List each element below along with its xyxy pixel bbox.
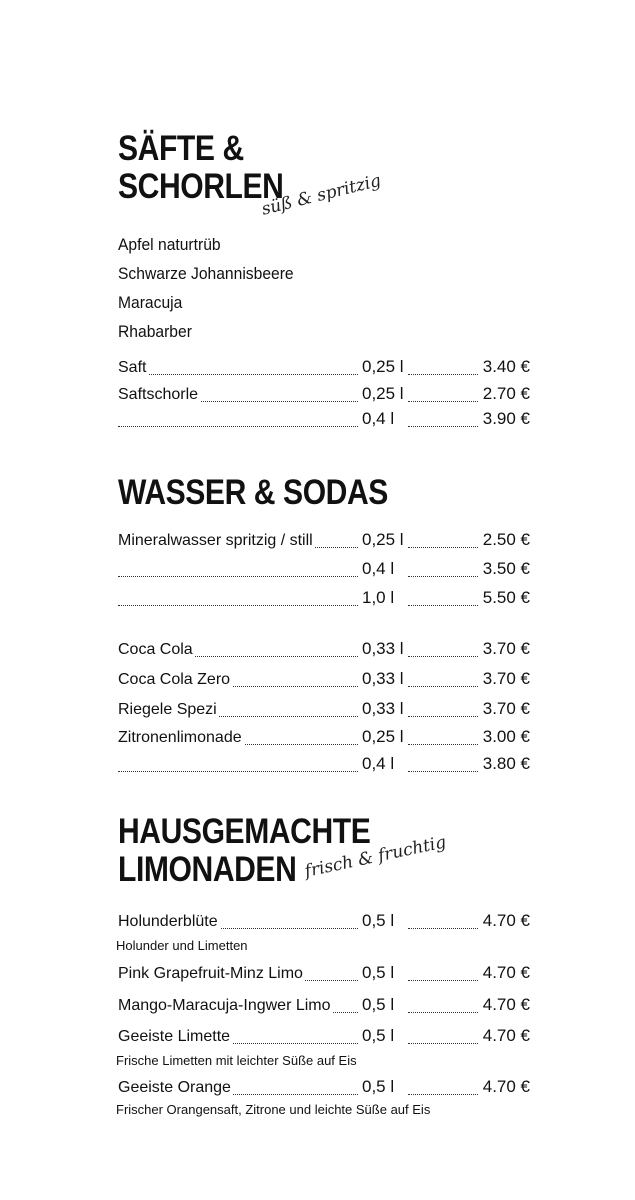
dot-leader [118,374,358,375]
dot-leader [408,605,478,606]
dot-leader [408,426,478,427]
item-name: Geeiste Orange [118,1079,231,1096]
item-volume: 0,5 l [362,1026,395,1045]
title-line: HAUSGEMACHTE [118,812,371,851]
item-volume: 0,5 l [362,1077,395,1096]
menu-item-row [118,1026,530,1048]
dot-leader [118,576,358,577]
item-description: Frischer Orangensaft, Zitrone und leichte Süße auf Eis [116,1102,431,1117]
dot-leader [408,980,478,981]
title-line: LIMONADEN [118,850,297,889]
item-name: Saft [118,359,147,376]
flavor-item: Schwarze Johannisbeere [118,264,294,283]
item-volume: 0,33 l [362,669,404,688]
menu-item-row [118,357,530,379]
item-price: 3.80 € [482,754,530,773]
section-title-limonaden [118,813,370,889]
item-volume: 0,33 l [362,639,404,658]
section-title-saefte [118,130,283,206]
menu-item-row [118,530,530,552]
menu-item-row [118,559,530,581]
item-volume: 0,25 l [362,384,404,403]
dot-leader [408,1094,478,1095]
item-price: 3.90 € [482,409,530,428]
menu-item-row [118,639,530,661]
item-volume: 0,5 l [362,995,395,1014]
item-price: 2.50 € [482,530,530,549]
menu-item-row [118,588,530,610]
item-price: 3.70 € [482,639,530,658]
menu-item-row [118,963,530,985]
dot-leader [408,1043,478,1044]
item-price: 3.40 € [482,357,530,376]
menu-item-row [118,754,530,776]
dot-leader [408,771,478,772]
item-price: 3.00 € [482,727,530,746]
item-name: Zitronenlimonade [118,729,242,746]
flavor-list [118,234,309,350]
tagline-limonaden: frisch & fruchtig [302,832,448,882]
item-name: Riegele Spezi [118,701,217,718]
item-volume: 0,4 l [362,754,395,773]
title-line: SÄFTE & [118,129,244,168]
item-name: Geeiste Limette [118,1028,231,1045]
item-price: 4.70 € [482,1077,530,1096]
item-price: 5.50 € [482,588,530,607]
item-name: Mango-Maracuja-Ingwer Limo [118,997,331,1014]
item-description: Frische Limetten mit leichter Süße auf Eis [116,1053,357,1068]
dot-leader [408,576,478,577]
item-volume: 0,5 l [362,963,395,982]
item-price: 3.50 € [482,559,530,578]
item-price: 4.70 € [482,1026,530,1045]
item-volume: 0,4 l [362,559,395,578]
dot-leader [408,656,478,657]
dot-leader [408,547,478,548]
item-price: 2.70 € [482,384,530,403]
item-volume: 0,25 l [362,530,404,549]
item-volume: 0,25 l [362,727,404,746]
item-price: 3.70 € [482,699,530,718]
dot-leader [408,1012,478,1013]
item-name: Holunderblüte [118,913,218,930]
flavor-item: Apfel naturtrüb [118,235,221,254]
dot-leader [408,716,478,717]
item-name: Coca Cola [118,641,193,658]
item-volume: 0,5 l [362,911,395,930]
item-name: Pink Grapefruit-Minz Limo [118,965,303,982]
item-name: Mineralwasser spritzig / still [118,532,313,549]
item-description: Holunder und Limetten [116,938,248,953]
dot-leader [118,771,358,772]
item-price: 4.70 € [482,911,530,930]
dot-leader [118,426,358,427]
menu-item-row [118,1077,530,1099]
flavor-item: Maracuja [118,293,183,312]
menu-item-row [118,699,530,721]
menu-item-row [118,911,530,933]
item-price: 4.70 € [482,995,530,1014]
dot-leader [408,928,478,929]
menu-item-row [118,384,530,406]
tagline-saefte: süß & spritzig [259,170,384,220]
dot-leader [408,374,478,375]
item-name: Saftschorle [118,386,199,403]
menu-item-row [118,727,530,749]
item-volume: 0,25 l [362,357,404,376]
menu-item-row [118,409,530,431]
dot-leader [408,401,478,402]
menu-item-row [118,995,530,1017]
section-title-wasser: WASSER & SODAS [118,473,388,512]
item-volume: 0,4 l [362,409,395,428]
item-name: Coca Cola Zero [118,671,231,688]
item-volume: 0,33 l [362,699,404,718]
item-price: 3.70 € [482,669,530,688]
title-line: SCHORLEN [118,167,284,206]
dot-leader [408,744,478,745]
dot-leader [118,605,358,606]
dot-leader [408,686,478,687]
item-price: 4.70 € [482,963,530,982]
menu-item-row [118,669,530,691]
item-volume: 1,0 l [362,588,395,607]
flavor-item: Rhabarber [118,322,192,341]
